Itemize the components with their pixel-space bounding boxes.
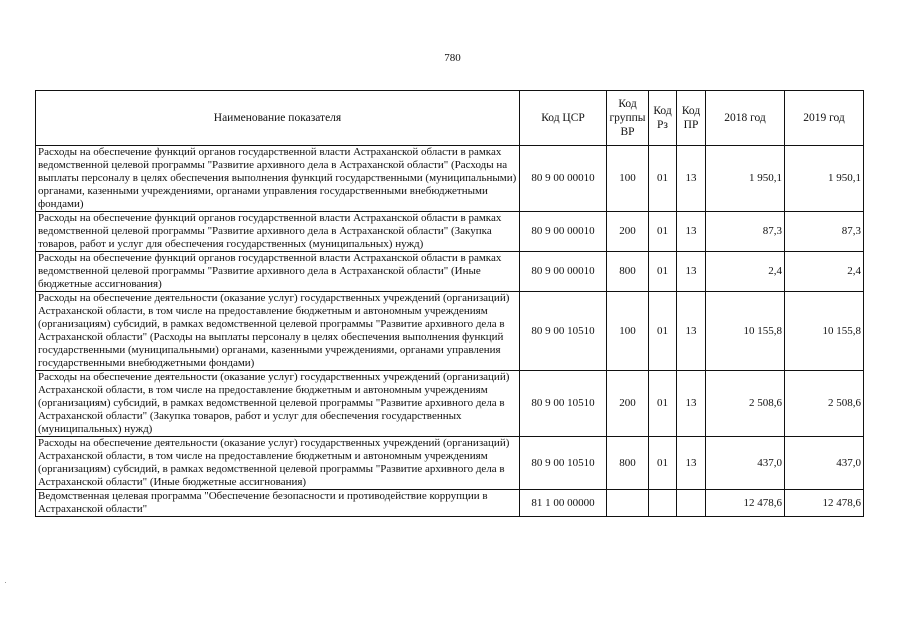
page-number: 780 xyxy=(444,52,461,64)
scan-artifact xyxy=(5,582,6,583)
row-vr: 200 xyxy=(607,371,649,437)
header-pr: Код ПР xyxy=(677,91,706,146)
row-vr: 200 xyxy=(607,212,649,252)
row-2018: 1 950,1 xyxy=(706,146,785,212)
budget-table xyxy=(35,90,864,517)
row-csr: 80 9 00 10510 xyxy=(520,371,607,437)
row-2019: 10 155,8 xyxy=(785,292,864,371)
header-2019: 2019 год xyxy=(785,91,864,146)
row-csr: 80 9 00 10510 xyxy=(520,437,607,490)
table-row xyxy=(36,212,864,252)
row-rz: 01 xyxy=(649,146,677,212)
header-2018: 2018 год xyxy=(706,91,785,146)
table-row xyxy=(36,371,864,437)
row-rz: 01 xyxy=(649,212,677,252)
row-csr: 81 1 00 00000 xyxy=(520,490,607,517)
row-rz: 01 xyxy=(649,252,677,292)
row-2018: 87,3 xyxy=(706,212,785,252)
row-csr: 80 9 00 00010 xyxy=(520,146,607,212)
row-vr xyxy=(607,490,649,517)
row-2019: 2 508,6 xyxy=(785,371,864,437)
row-2018: 437,0 xyxy=(706,437,785,490)
row-2018: 2 508,6 xyxy=(706,371,785,437)
row-vr: 100 xyxy=(607,146,649,212)
row-name: Расходы на обеспечение функций органов государственной власти Астраханской области в рамках ведомственной целевой программы "Развитие архивного дела в Астраханской области" (Расходы на выплаты персоналу в целях обеспечения выполнения функций государственными (муниципальными) органами, казенными учреждениями, органами управления государственными внебюджетными фондами) xyxy=(36,146,520,212)
row-name: Расходы на обеспечение деятельности (оказание услуг) государственных учреждений (организаций) Астраханской области, в том числе на предоставление бюджетным и автономным учреждениям (организациям) субсидий, в рамках ведомственной целевой программы "Развитие архивного дела в Астраханской области" (Иные бюджетные ассигнования) xyxy=(36,437,520,490)
row-2019: 2,4 xyxy=(785,252,864,292)
row-pr: 13 xyxy=(677,371,706,437)
row-2018: 10 155,8 xyxy=(706,292,785,371)
row-vr: 100 xyxy=(607,292,649,371)
row-pr: 13 xyxy=(677,292,706,371)
header-vr: Код группы ВР xyxy=(607,91,649,146)
header-csr: Код ЦСР xyxy=(520,91,607,146)
row-2019: 1 950,1 xyxy=(785,146,864,212)
row-pr: 13 xyxy=(677,212,706,252)
row-rz xyxy=(649,490,677,517)
row-pr: 13 xyxy=(677,437,706,490)
row-2018: 2,4 xyxy=(706,252,785,292)
row-rz: 01 xyxy=(649,292,677,371)
row-name: Расходы на обеспечение деятельности (оказание услуг) государственных учреждений (организаций) Астраханской области, в том числе на предоставление бюджетным и автономным учреждениям (организациям) субсидий, в рамках ведомственной целевой программы "Развитие архивного дела в Астраханской области" (Закупка товаров, работ и услуг для обеспечения государственных (муниципальных) нужд) xyxy=(36,371,520,437)
row-2019: 12 478,6 xyxy=(785,490,864,517)
table-header-row xyxy=(36,91,864,146)
table-row xyxy=(36,292,864,371)
row-csr: 80 9 00 00010 xyxy=(520,212,607,252)
row-name: Расходы на обеспечение функций органов государственной власти Астраханской области в рамках ведомственной целевой программы "Развитие архивного дела в Астраханской области" (Закупка товаров, работ и услуг для обеспечения государственных (муниципальных) нужд) xyxy=(36,212,520,252)
row-rz: 01 xyxy=(649,371,677,437)
row-vr: 800 xyxy=(607,252,649,292)
row-pr xyxy=(677,490,706,517)
table-row xyxy=(36,146,864,212)
table-row xyxy=(36,490,864,517)
row-pr: 13 xyxy=(677,146,706,212)
table-row xyxy=(36,437,864,490)
row-2019: 437,0 xyxy=(785,437,864,490)
table-row xyxy=(36,252,864,292)
row-csr: 80 9 00 00010 xyxy=(520,252,607,292)
row-rz: 01 xyxy=(649,437,677,490)
row-name: Расходы на обеспечение функций органов государственной власти Астраханской области в рамках ведомственной целевой программы "Развитие архивного дела в Астраханской области" (Иные бюджетные ассигнования) xyxy=(36,252,520,292)
header-name: Наименование показателя xyxy=(36,91,520,146)
row-pr: 13 xyxy=(677,252,706,292)
row-2018: 12 478,6 xyxy=(706,490,785,517)
row-csr: 80 9 00 10510 xyxy=(520,292,607,371)
row-name: Ведомственная целевая программа "Обеспечение безопасности и противодействие коррупции в Астраханской области" xyxy=(36,490,520,517)
row-name: Расходы на обеспечение деятельности (оказание услуг) государственных учреждений (организаций) Астраханской области, в том числе на предоставление бюджетным и автономным учреждениям (организациям) субсидий, в рамках ведомственной целевой программы "Развитие архивного дела в Астраханской области" (Расходы на выплаты персоналу в целях обеспечения выполнения функций государственными (муниципальными) органами, казенными учреждениями, органами управления государственными внебюджетными фондами) xyxy=(36,292,520,371)
row-2019: 87,3 xyxy=(785,212,864,252)
row-vr: 800 xyxy=(607,437,649,490)
header-rz: Код Рз xyxy=(649,91,677,146)
